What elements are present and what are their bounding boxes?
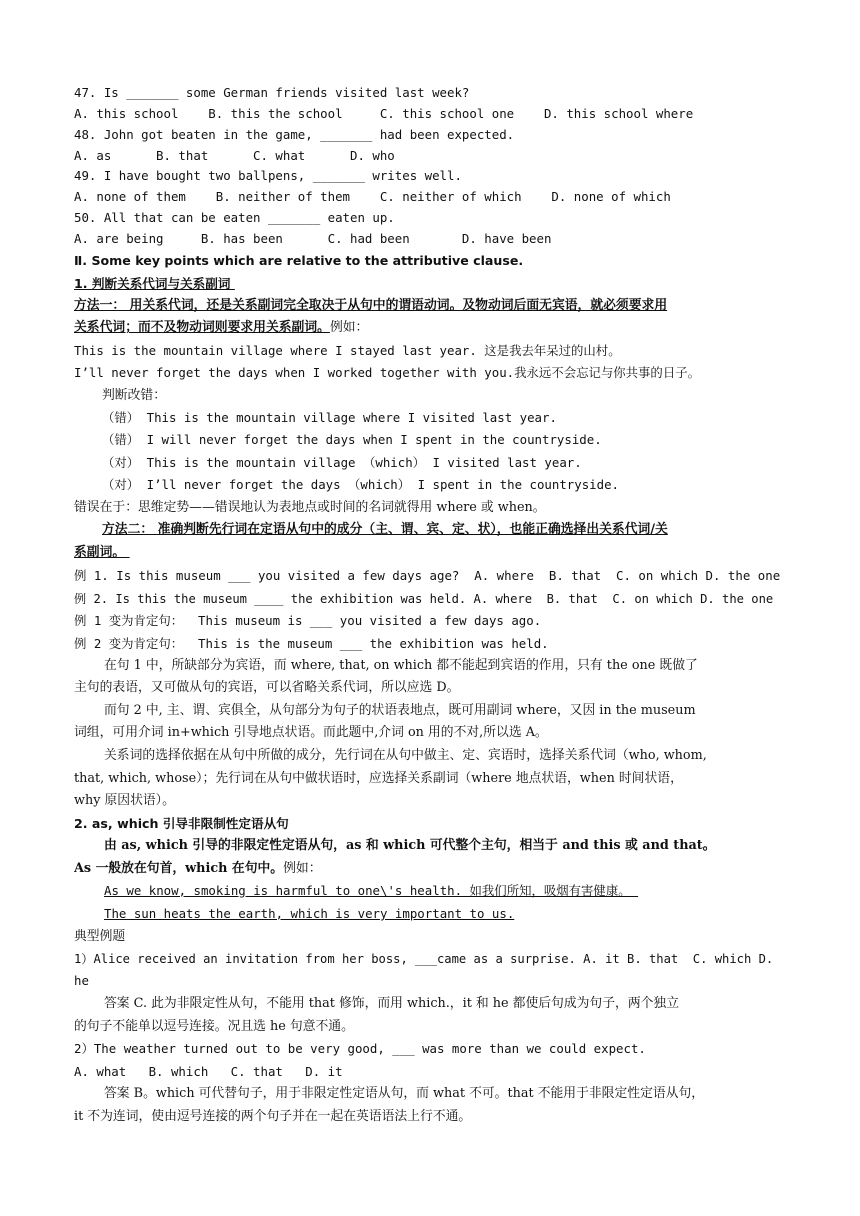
point2-example-2: The sun heats the earth, which is very important to us. [104, 906, 515, 921]
point2-intro-line1: 由 as, which 引导的非限定性定语从句，as 和 which 可代整个主句，相当于 and this 或 and that。 [104, 838, 716, 853]
judge-label: 判断改错： [102, 388, 166, 403]
point2-intro-line2 [74, 860, 786, 878]
question-47-options: A. this school B. this the school C. this school one D. this school where [74, 106, 694, 121]
typical-q2: 2）The weather turned out to be very good, ___ was more than we could expect. [74, 1041, 646, 1056]
example-1-affirmative: 例 1 变为肯定句： This museum is ___ you visited a few days ago. [74, 613, 542, 628]
judge-line-3: （对） This is the mountain village （which） I visited last year. [102, 455, 582, 470]
method2-line1: 方法二： 准确判断先行词在定语从句中的成分（主、谓、宾、定、状），也能正确选择出关系代词/关 [102, 522, 668, 537]
typical-a1-line1: 答案 C. 此为非限定性从句，不能用 that 修饰，而用 which.，it 和 he 都使后句成为句子，两个独立 [104, 996, 680, 1011]
judge-line-1: （错） This is the mountain village where I visited last year. [102, 410, 557, 425]
method1-line2 [74, 319, 786, 337]
typical-a2-line2: it 不为连词，使由逗号连接的两个句子并在一起在英语语法上行不通。 [74, 1109, 472, 1124]
method1-example-1: This is the mountain village where I stayed last year. 这是我去年呆过的山村。 [74, 343, 621, 358]
method1-example-2: I’ll never forget the days when I worked together with you.我永远不会忘记与你共事的日子。 [74, 365, 700, 380]
typical-q2-options: A. what B. which C. that D. it [74, 1064, 343, 1079]
example-2-affirmative: 例 2 变为肯定句： This is the museum ___ the exhibition was held. [74, 636, 549, 651]
typical-a1-line2: 的句子不能单以逗号连接。况且选 he 句意不通。 [74, 1019, 354, 1034]
error-reason: 错误在于：思维定势——错误地认为表地点或时间的名词就得用 where 或 when。 [74, 500, 546, 515]
para2-line1: 而句 2 中, 主、谓、宾俱全，从句部分为句子的状语表地点，既可用副词 where，又因 in the museum [104, 703, 696, 718]
example-1: 例 1. Is this museum ___ you visited a few days age? A. where B. that C. on which D. the one [74, 568, 781, 583]
question-50-stem: 50. All that can be eaten _______ eaten up. [74, 210, 395, 225]
point2-intro-line2-bold: As 一般放在句首，which 在句中。 [74, 861, 284, 876]
judge-line-4: （对） I’ll never forget the days （which） I spent in the countryside. [102, 477, 620, 492]
question-48-stem: 48. John got beaten in the game, _______ had been expected. [74, 127, 515, 142]
question-50-options: A. are being B. has been C. had been D. have been [74, 231, 552, 246]
method2-line2: 系副词。 [74, 545, 130, 560]
method1-line2-bold: 关系代词；而不及物动词则要求用关系副词。 [74, 320, 330, 335]
para3-line1: 关系词的选择依据在从句中所做的成分，先行词在从句中做主、定、宾语时，选择关系代词（who, whom, [104, 748, 707, 763]
question-49-stem: 49. I have bought two ballpens, _______ writes well. [74, 168, 462, 183]
method1-line1: 方法一： 用关系代词，还是关系副词完全取决于从句中的谓语动词。及物动词后面无宾语，就必须要求用 [74, 298, 668, 313]
typical-examples-label: 典型例题 [74, 929, 126, 944]
point2-intro-line2-tail: 例如： [283, 861, 322, 876]
typical-q1-line1: 1）Alice received an invitation from her boss, ___came as a surprise. A. it B. that C. which D. [74, 952, 774, 966]
question-48-options: A. as B. that C. what D. who [74, 148, 395, 163]
para2-line2: 词组，可用介词 in+which 引导地点状语。而此题中,介词 on 用的不对,所以选 A。 [74, 725, 548, 740]
question-47-stem: 47. Is _______ some German friends visited last week? [74, 85, 470, 100]
judge-line-2: （错） I will never forget the days when I spent in the countryside. [102, 432, 602, 447]
method1-line2-tail: 例如： [329, 320, 369, 335]
point1-heading: 1. 判断关系代词与关系副词 [74, 276, 235, 291]
para1-line1: 在句 1 中，所缺部分为宾语，而 where, that, on which 都不能起到宾语的作用，只有 the one 既做了 [104, 658, 698, 673]
point2-heading: 2. as, which 引导非限制性定语从句 [74, 816, 289, 831]
para1-line2: 主句的表语，又可做从句的宾语，可以省略关系代词，所以应选 D。 [74, 680, 460, 695]
typical-q1-line2: he [74, 973, 89, 988]
para3-line2: that, which, whose）；先行词在从句中做状语时，应选择关系副词（where 地点状语，when 时间状语， [74, 771, 683, 786]
point2-example-1: As we know, smoking is harmful to one\'s health. 如我们所知，吸烟有害健康。 [104, 883, 639, 898]
section-title: Ⅱ. Some key points which are relative to the attributive clause. [74, 253, 524, 268]
question-49-options: A. none of them B. neither of them C. neither of which D. none of which [74, 189, 671, 204]
typical-a2-line1: 答案 B。which 可代替句子，用于非限定性定语从句，而 what 不可。that 不能用于非限定性定语从句， [104, 1086, 705, 1101]
example-2: 例 2. Is this the museum ____ the exhibition was held. A. where B. that C. on which D. the one [74, 592, 774, 606]
para3-line3: why 原因状语）。 [74, 793, 175, 808]
